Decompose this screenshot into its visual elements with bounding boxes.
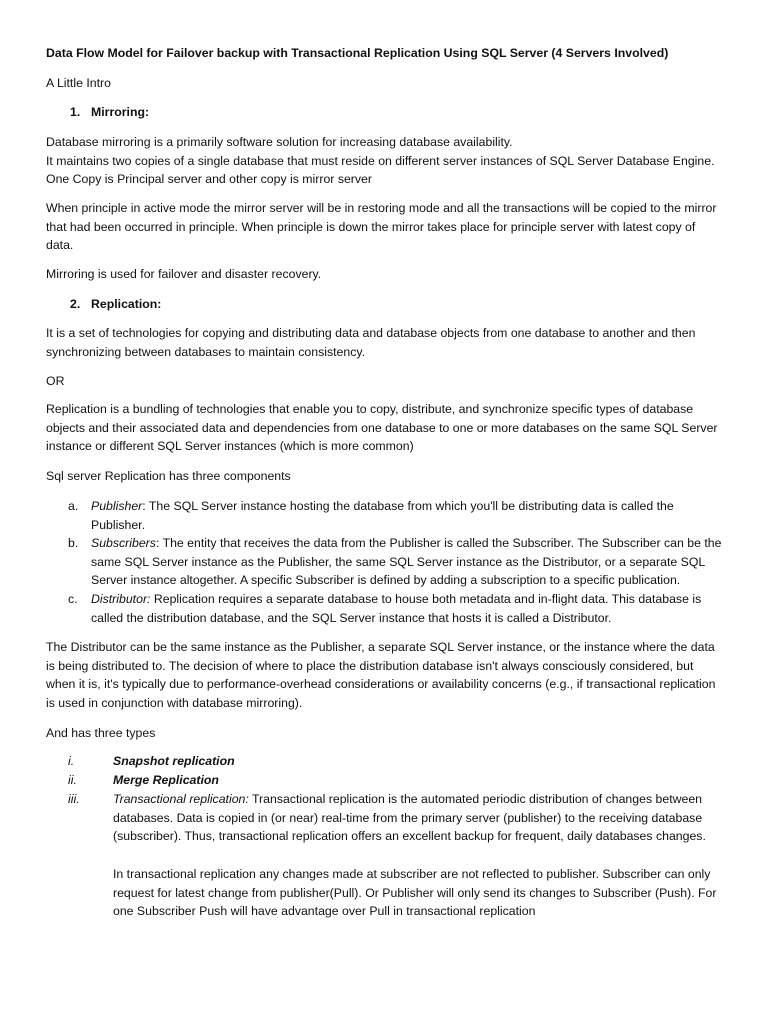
or-separator: OR	[46, 374, 65, 388]
type-snapshot	[113, 752, 723, 771]
component-term: Subscribers	[91, 536, 156, 550]
distributor-para: The Distributor can be the same instance as the Publisher, a separate SQL Server instance, or the instance where the data is being distributed to. The decision of where to place the distribution database isn't always consciously considered, but when it is, it's typically due to performance-overhead considerations or availability concerns (e.g., if transactional replication is used in conjunction with database mirroring).	[46, 640, 716, 710]
mirroring-para-2: When principle in active mode the mirror server will be in restoring mode and all the transactions will be copied to the mirror that had been occurred in principle. When principle is down the mirror takes place for principle server with latest copy of data.	[46, 201, 717, 253]
type-marker: iii.	[68, 792, 80, 806]
component-publisher	[91, 497, 731, 534]
component-term: Distributor:	[91, 592, 151, 606]
section-1-heading: Mirroring:	[91, 105, 150, 119]
type-merge	[113, 771, 723, 790]
intro-heading: A Little Intro	[46, 76, 111, 90]
type-text: Transactional replication is the automated periodic distribution of changes between databases. Data is copied in (or near) real-time from the primary server (publisher) to the receiving database (subscriber). Thus, transactional replication offers an excellent backup for frequent, daily databases changes.	[113, 792, 706, 844]
section-2-heading: Replication:	[91, 297, 162, 311]
mirroring-para-1-line-1: Database mirroring is a primarily software solution for increasing database availability.	[46, 135, 513, 149]
mirroring-para-1-line-2: It maintains two copies of a single database that must reside on different server instances of SQL Server Database Engine. One Copy is Principal server and other copy is mirror server	[46, 153, 715, 187]
type-transactional	[113, 790, 723, 846]
component-text: The entity that receives the data from the Publisher is called the Subscriber. The Subscriber can be the same SQL Server instance as the Publisher, the same SQL Server instance as the Distributor, or a separate SQL Server instance altogether. A specific Subscriber is defined by adding a subscription to a specific publication.	[91, 536, 722, 588]
replication-para-1: It is a set of technologies for copying and distributing data and database objects from one database to another and then synchronizing between databases to maintain consistency.	[46, 326, 696, 359]
type-term: Transactional replication:	[113, 792, 249, 806]
type-marker: ii.	[68, 773, 77, 787]
component-marker: b.	[68, 536, 79, 550]
types-intro: And has three types	[46, 726, 156, 740]
component-marker: a.	[68, 499, 79, 513]
component-term: Publisher	[91, 499, 143, 513]
document-title: Data Flow Model for Failover backup with Transactional Replication Using SQL Server (4 Servers Involved)	[46, 46, 669, 60]
component-distributor	[91, 590, 731, 627]
components-intro: Sql server Replication has three components	[46, 469, 291, 483]
types-note: In transactional replication any changes made at subscriber are not reflected to publisher. Subscriber can only request for latest change from publisher(Pull). Or Publisher will only send its changes to Subscriber (Push). For one Subscriber Push will have advantage over Pull in transactional replication	[113, 867, 717, 919]
component-text: The SQL Server instance hosting the database from which you'll be distributing data is called the Publisher.	[91, 499, 674, 532]
component-sep: :	[142, 499, 149, 513]
component-text: Replication requires a separate database to house both metadata and in-flight data. This database is called the distribution database, and the SQL Server instance that hosts it is called a Distributor.	[91, 592, 702, 625]
type-term: Snapshot replication	[113, 754, 235, 768]
mirroring-para-1	[46, 133, 726, 189]
component-subscribers	[91, 534, 731, 590]
section-2-number: 2.	[70, 297, 81, 311]
component-sep: :	[155, 536, 163, 550]
component-marker: c.	[68, 592, 78, 606]
replication-para-2: Replication is a bundling of technologies that enable you to copy, distribute, and synchronize specific types of database objects and their associated data and dependencies from one database to one or more databases on the same SQL Server instance or different SQL Server instances (which is more common)	[46, 402, 718, 454]
mirroring-para-3: Mirroring is used for failover and disaster recovery.	[46, 267, 322, 281]
type-marker: i.	[68, 754, 75, 768]
section-1-number: 1.	[70, 105, 81, 119]
type-term: Merge Replication	[113, 773, 219, 787]
